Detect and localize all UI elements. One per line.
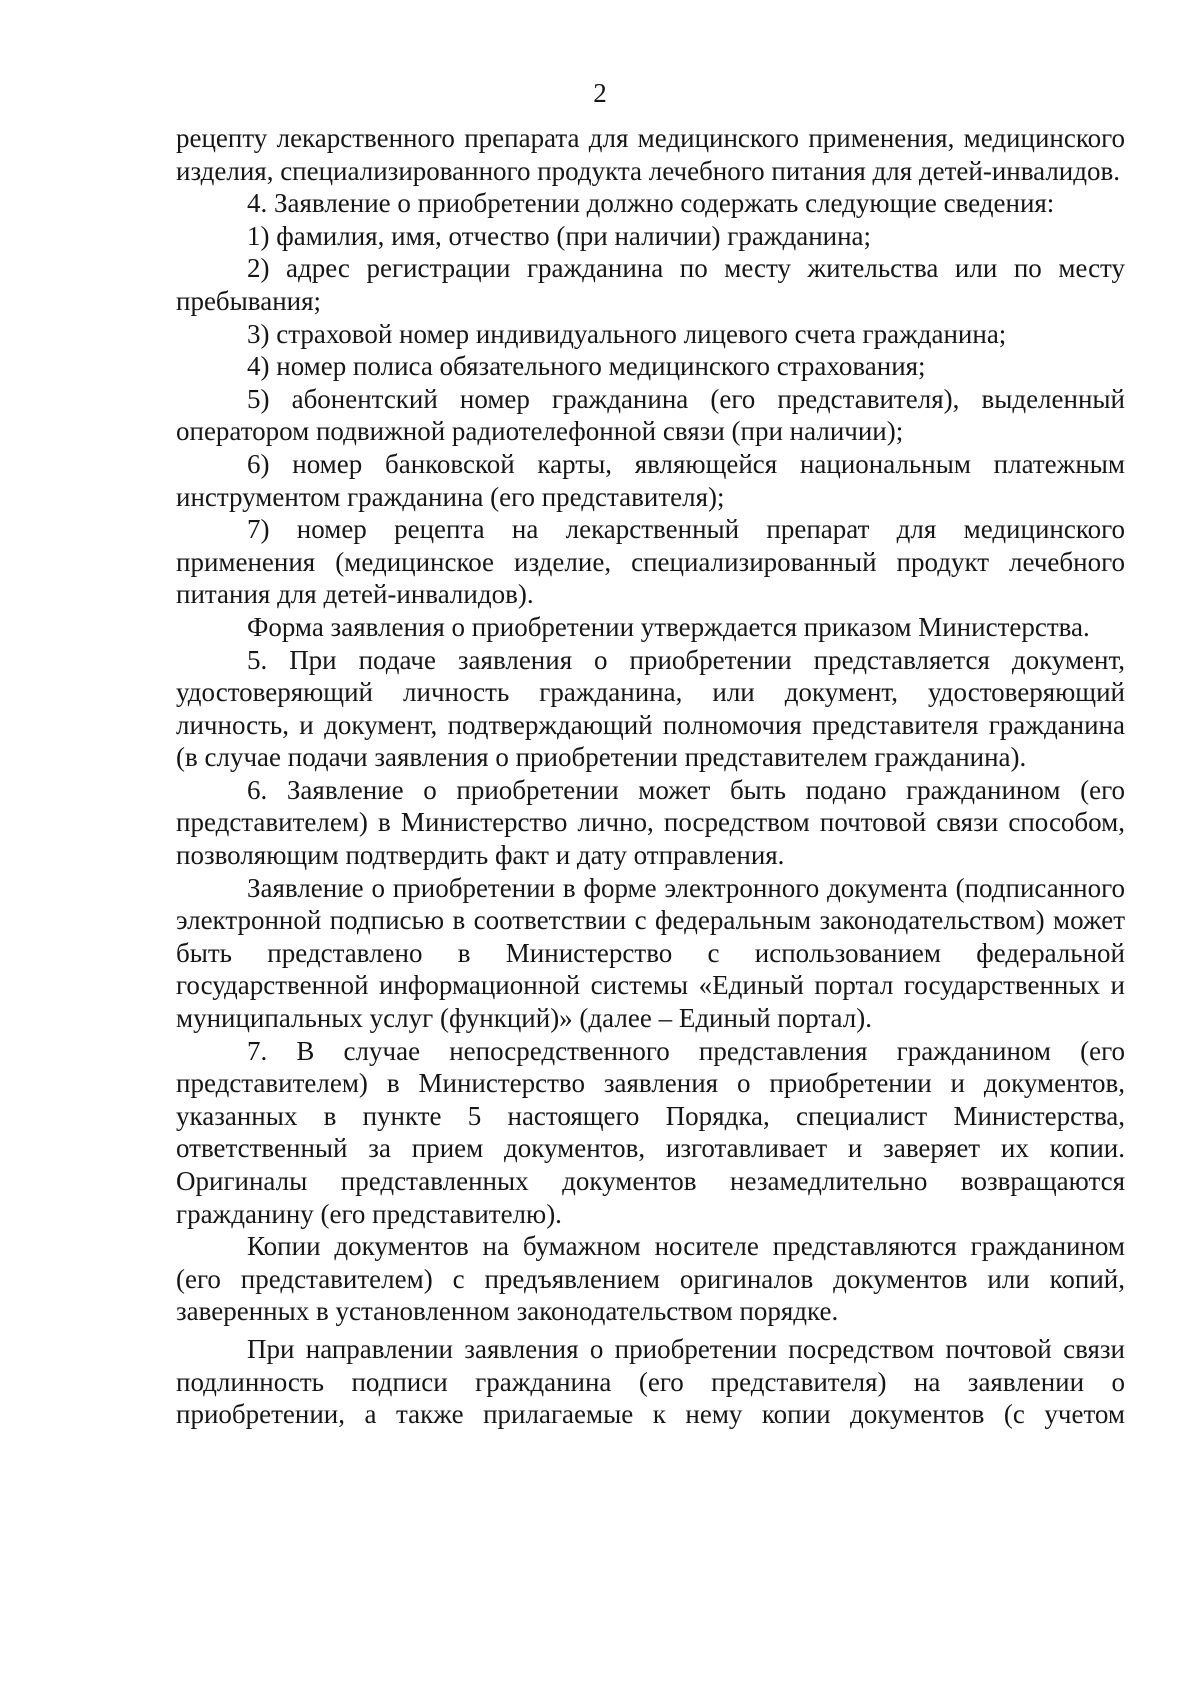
- list-item-1: 1) фамилия, имя, отчество (при наличии) гражданина;: [247, 220, 872, 251]
- paragraph-continuation: рецепту лекарственного препарата для медицинского применения, медицинского изделия, специализированного продукта лечебного питания для детей-инвалидов.: [176, 123, 1125, 186]
- paragraph-form-approval: Форма заявления о приобретении утверждается приказом Министерства.: [247, 611, 1090, 642]
- page-number: 2: [593, 78, 607, 108]
- paragraph-item-6: 6. Заявление о приобретении может быть подано гражданином (его представителем) в Министерство лично, посредством почтовой связи способом, позволяющим подтвердить факт и дату отправления.: [176, 774, 1125, 871]
- list-item-6: 6) номер банковской карты, являющейся национальным платежным инструментом гражданина (его представителя);: [176, 448, 1125, 512]
- paragraph-electronic-submission: Заявление о приобретении в форме электронного документа (подписанного электронной подписью в соответствии с федеральным законодательством) может быть представлено в Министерство с использованием федеральной государственной информационной системы «Единый портал государственных и муниципальных услуг (функций)» (далее – Единый портал).: [176, 872, 1125, 1034]
- list-item-3: 3) страховой номер индивидуального лицевого счета гражданина;: [247, 318, 1007, 349]
- paragraph-item-4: 4. Заявление о приобретении должно содержать следующие сведения:: [247, 188, 1055, 219]
- paragraph-item-5: 5. При подаче заявления о приобретении представляется документ, удостоверяющий личность гражданина, или документ, удостоверяющий личность, и документ, подтверждающий полномочия представителя гражданина (в случае подачи заявления о приобретении представителем гражданина).: [176, 644, 1125, 773]
- list-item-7: 7) номер рецепта на лекарственный препарат для медицинского применения (медицинское изделие, специализированный продукт лечебного питания для детей-инвалидов).: [176, 514, 1125, 610]
- document-body: [176, 122, 1125, 1431]
- list-item-2: 2) адрес регистрации гражданина по месту жительства или по месту пребывания;: [176, 253, 1125, 316]
- list-item-5: 5) абонентский номер гражданина (его представителя), выделенный оператором подвижной радиотелефонной связи (при наличии);: [176, 383, 1125, 447]
- paragraph-postal-submission: При направлении заявления о приобретении посредством почтовой связи подлинность подписи гражданина (его представителя) на заявлении о приобретении, а также прилагаемые к нему копии документов (с учетом: [176, 1333, 1125, 1430]
- paragraph-item-7: 7. В случае непосредственного представления гражданином (его представителем) в Министерство заявления о приобретении и документов, указанных в пункте 5 настоящего Порядка, специалист Министерства, ответственный за прием документов, изготавливает и заверяет их копии. Оригиналы представленных документов незамедлительно возвращаются гражданину (его представителю).: [176, 1035, 1125, 1229]
- paragraph-copies: Копии документов на бумажном носителе представляются гражданином (его представителем) с предъявлением оригиналов документов или копий, заверенных в установленном законодательством порядке.: [176, 1231, 1125, 1327]
- list-item-4: 4) номер полиса обязательного медицинского страхования;: [247, 351, 926, 382]
